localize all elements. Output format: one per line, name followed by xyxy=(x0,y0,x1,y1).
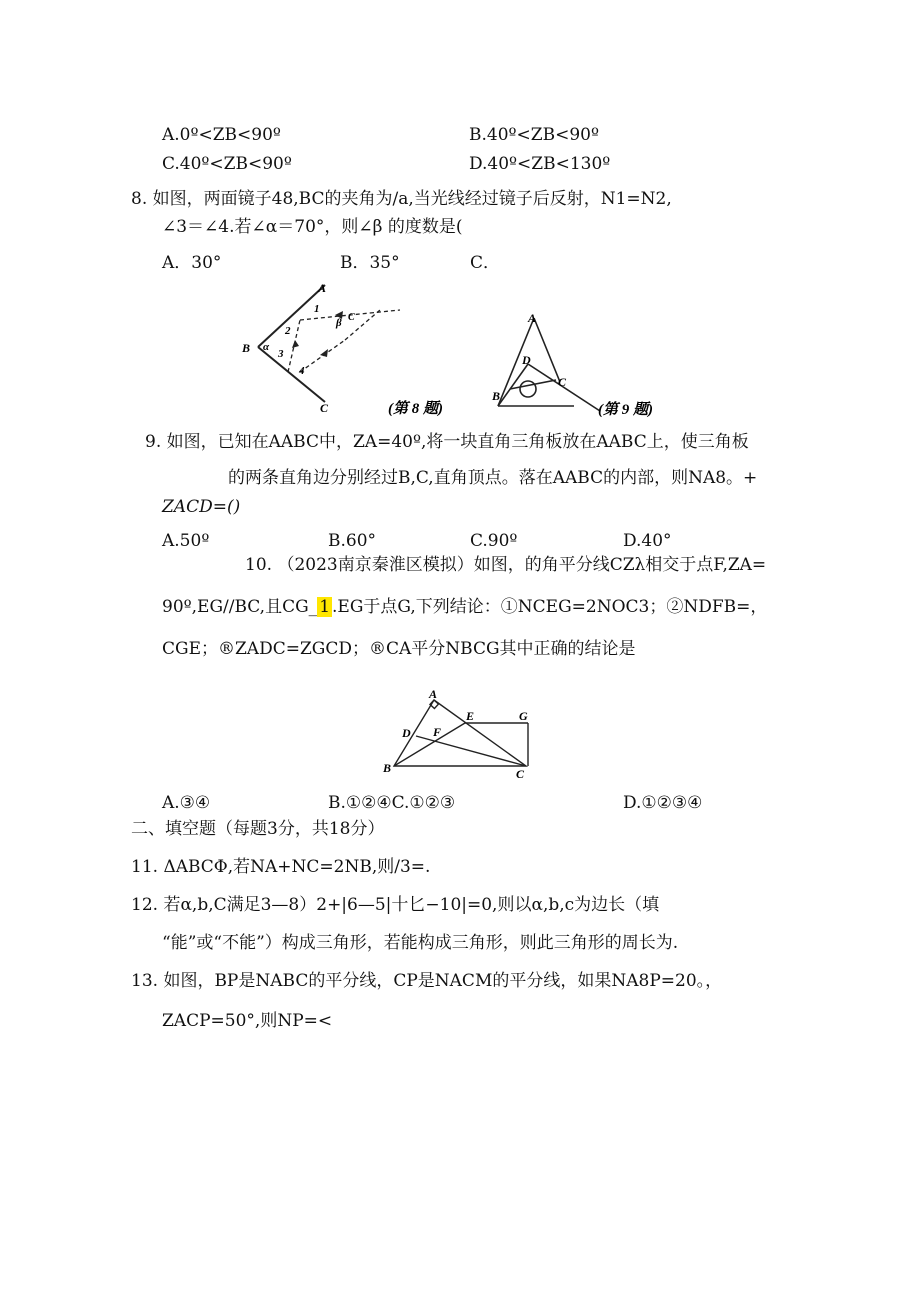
q9-option-c: C.90º xyxy=(470,531,518,551)
q7-option-b: B.40º<ZB<90º xyxy=(469,125,599,145)
q12-line2: “能”或“不能”）构成三角形，若能构成三角形，则此三角形的周长为. xyxy=(162,933,679,953)
q10-option-bc: B.①②④C.①②③ xyxy=(328,793,456,813)
fig8-label-2: 2 xyxy=(285,325,291,337)
fig8-label-beta: β xyxy=(336,317,342,329)
q8-line1: 8. 如图，两面镜子48,BC的夹角为∕a,当光线经过镜子后反射，N1=N2, xyxy=(131,189,672,209)
fig8-label-4: 4 xyxy=(299,365,305,377)
q9-line2: 的两条直角边分别经过B,C,直角顶点。落在AABC的内部，则NA8。+ xyxy=(228,468,758,488)
fig8-label-3: 3 xyxy=(278,348,284,360)
fig9-label-b: B xyxy=(492,389,501,403)
fig10-label-g: G xyxy=(519,709,528,723)
figure-q10 xyxy=(378,686,546,780)
q12-line1: 12. 若α,b,C满足3—8）2+|6—5|十匕−10|=0,则以α,b,c为边长（填 xyxy=(131,895,660,915)
fig8-label-1: 1 xyxy=(314,303,320,315)
q10-line1: 10. （2023南京秦淮区模拟）如图，的角平分线CZλ相交于点F,ZA= xyxy=(245,555,767,575)
q10-highlight: 1 xyxy=(319,597,331,617)
fig8-label-c: C xyxy=(320,401,329,415)
fig9-label-c: C xyxy=(558,375,567,389)
q10-line2-start: 90º,EG//BC,且CG_ xyxy=(162,597,318,617)
q9-option-b: B.60° xyxy=(328,531,377,551)
fig10-label-a: A xyxy=(429,687,438,701)
fig8-label-b: B xyxy=(242,341,251,355)
figure-q8-mirrors xyxy=(230,280,470,425)
fig10-label-f: F xyxy=(433,725,442,739)
q8-line2: ∠3＝∠4.若∠α＝70°，则∠β 的度数是( xyxy=(162,217,463,237)
q10-option-a: A.③④ xyxy=(162,793,211,813)
fig9-caption: (第 9 题) xyxy=(598,402,653,418)
q11-text: 11. ΔABCΦ,若NA+NC=2NB,则/3=. xyxy=(131,857,431,877)
q8-option-b: B．35° xyxy=(340,253,400,273)
section-fill-in-title: 二、填空题（每题3分，共18分） xyxy=(131,819,385,839)
q8-option-a: A．30° xyxy=(162,253,222,273)
fig10-label-d: D xyxy=(402,726,411,740)
q10-option-d: D.①②③④ xyxy=(623,793,703,813)
q9-option-d: D.40° xyxy=(623,531,672,551)
q13-line2: ZACP=50°,则NP=< xyxy=(162,1011,333,1031)
fig9-label-a: A xyxy=(528,311,537,325)
fig8-label-alpha: α xyxy=(263,341,270,353)
q10-line3: CGE；®ZADC=ZGCD；®CA平分NBCG其中正确的结论是 xyxy=(162,639,636,659)
figure-q9-triangle xyxy=(488,308,688,420)
fig9-label-d: D xyxy=(522,353,531,367)
q9-line1: 9. 如图，已知在AABC中，ZA=40º,将一块直角三角板放在AABC上，使三角板 xyxy=(145,432,749,452)
q7-option-c: C.40º<ZB<90º xyxy=(162,154,292,174)
q10-line2-end: .EG于点G,下列结论：①NCEG=2NOC3；②NDFB=， xyxy=(332,597,768,617)
q13-line1: 13. 如图，BP是NABC的平分线，CP是NACM的平分线，如果NA8P=20。， xyxy=(131,971,723,991)
q8-option-c: C． xyxy=(470,253,501,273)
q7-option-d: D.40º<ZB<130º xyxy=(469,154,611,174)
fig8-label-a: A xyxy=(318,281,327,295)
q9-line3: ZACD=() xyxy=(162,497,241,517)
q7-option-a: A.0º<ZB<90º xyxy=(162,125,281,145)
q10-line2 xyxy=(162,596,767,618)
fig8-label-c-small: C xyxy=(348,312,355,323)
fig10-label-e: E xyxy=(466,709,475,723)
fig10-label-c: C xyxy=(516,767,525,780)
fig10-label-b: B xyxy=(383,761,392,775)
q9-option-a: A.50º xyxy=(162,531,210,551)
fig8-caption: (第 8 题) xyxy=(388,401,443,417)
